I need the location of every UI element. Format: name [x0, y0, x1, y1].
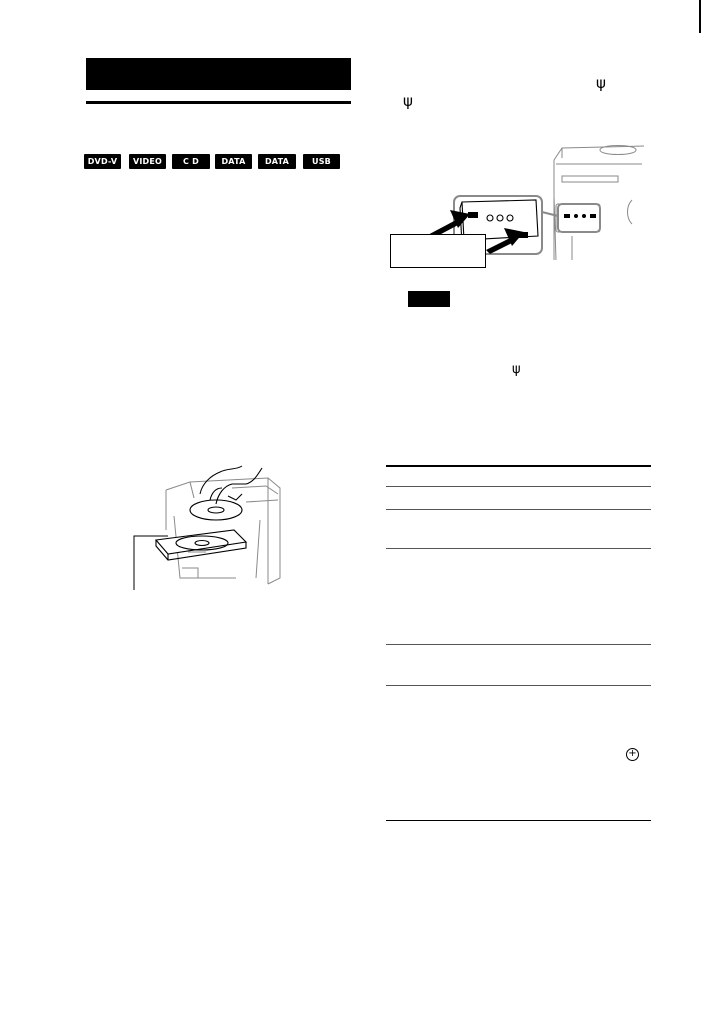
badge-video-cd: VIDEO CD — [129, 154, 166, 169]
table-bottom-rule — [386, 820, 651, 821]
plus-circle-icon: + — [626, 748, 639, 761]
usb-icon: ψ — [403, 92, 413, 110]
badge-data-dvd: DATA DVD — [258, 154, 296, 169]
table-row-rule — [386, 685, 651, 686]
table-row-rule — [386, 486, 651, 487]
margin-thumb-rule — [699, 0, 701, 33]
badge-dvd-video: DVD-V — [84, 154, 121, 169]
device-callout-box — [390, 234, 486, 268]
usb-icon: ψ — [512, 362, 521, 377]
section-title-rule — [86, 101, 351, 104]
note-label-tag — [408, 291, 450, 307]
badge-usb: USB — [303, 154, 340, 169]
disc-tray-illustration — [128, 460, 284, 592]
table-row-rule — [386, 644, 651, 645]
badge-cd: C D — [172, 154, 210, 169]
table-row-rule — [386, 548, 651, 549]
table-header-rule — [386, 465, 651, 467]
badge-data-cd: DATA CD — [215, 154, 252, 169]
section-title-bar — [86, 58, 351, 90]
table-row-rule — [386, 509, 651, 510]
media-badges — [84, 154, 354, 181]
usb-icon: ψ — [596, 74, 606, 92]
